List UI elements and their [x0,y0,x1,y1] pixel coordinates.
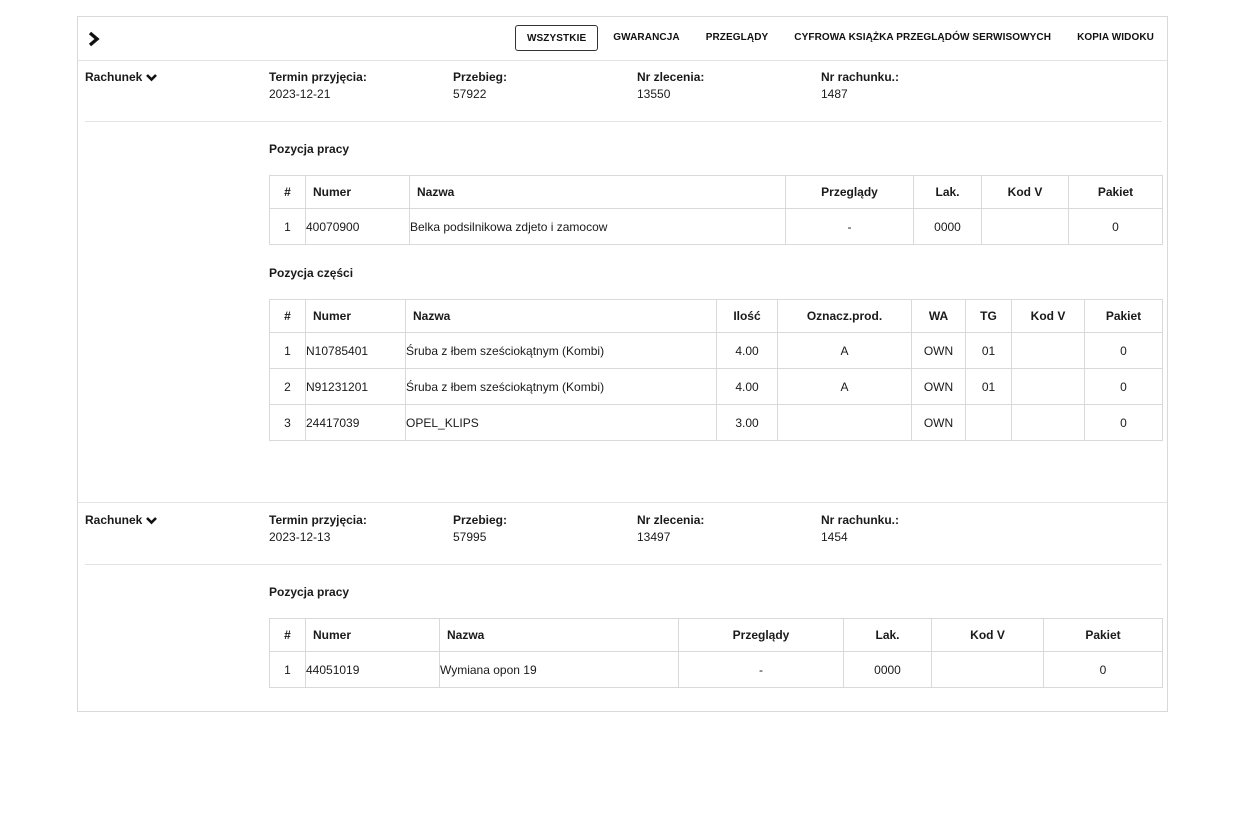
col-number: Numer [306,619,440,652]
col-wa: WA [912,300,966,333]
table-row: 3 24417039 OPEL_KLIPS 3.00 OWN 0 [270,405,1163,441]
col-index: # [270,176,306,209]
invoice-header [78,60,1167,122]
col-number: Numer [306,300,406,333]
col-paint: Lak. [914,176,982,209]
col-index: # [270,619,306,652]
col-index: # [270,300,306,333]
invoice-toggle[interactable] [85,70,157,84]
chevron-down-icon [146,516,157,525]
work-items-table [269,618,1163,688]
work-items-title: Pozycja pracy [269,142,350,156]
table-header-row [270,300,1163,333]
col-name: Nazwa [410,176,786,209]
chevron-right-icon[interactable] [87,31,101,47]
col-paint: Lak. [844,619,932,652]
parts-items-title: Pozycja części [269,266,354,280]
col-tg: TG [966,300,1012,333]
service-history-panel [77,16,1168,712]
invoice-label: Rachunek [85,70,143,84]
col-package: Pakiet [1044,619,1163,652]
col-package: Pakiet [1069,176,1163,209]
tab-digital-service-book[interactable]: CYFROWA KSIĄŻKA PRZEGLĄDÓW SERWISOWYCH [794,32,1052,43]
col-inspections: Przeglądy [786,176,914,209]
tab-all[interactable]: WSZYSTKIE [515,25,598,51]
invoice-label: Rachunek [85,513,143,527]
table-header-row [270,619,1163,652]
field-invoice-number: Nr rachunku.: 1487 [821,70,900,101]
col-name: Nazwa [440,619,679,652]
col-name: Nazwa [406,300,717,333]
field-mileage: Przebieg: 57922 [453,70,508,101]
table-row: 2 N91231201 Śruba z łbem sześciokątnym (Kombi) 4.00 A OWN 01 0 [270,369,1163,405]
work-items-table [269,175,1163,245]
invoice-header [78,503,1167,565]
field-mileage: Przebieg: 57995 [453,513,508,544]
field-acceptance-date: Termin przyjęcia: 2023-12-21 [269,70,367,101]
field-order-number: Nr zlecenia: 13497 [637,513,705,544]
col-number: Numer [306,176,410,209]
col-code-v: Kod V [932,619,1044,652]
chevron-down-icon [146,73,157,82]
invoice-toggle[interactable] [85,513,157,527]
parts-items-table [269,299,1163,441]
col-code-v: Kod V [1012,300,1085,333]
col-quantity: Ilość [717,300,778,333]
field-invoice-number: Nr rachunku.: 1454 [821,513,900,544]
col-package: Pakiet [1085,300,1163,333]
field-order-number: Nr zlecenia: 13550 [637,70,705,101]
work-items-title: Pozycja pracy [269,585,350,599]
tab-copy-view[interactable]: KOPIA WIDOKU [1077,32,1154,43]
toolbar [78,17,1167,61]
view-tabs [515,25,1167,51]
col-code-v: Kod V [982,176,1069,209]
table-header-row [270,176,1163,209]
divider [85,564,1162,565]
tab-inspections[interactable]: PRZEGLĄDY [705,32,769,43]
tab-warranty[interactable]: GWARANCJA [613,32,680,43]
col-inspections: Przeglądy [679,619,844,652]
field-acceptance-date: Termin przyjęcia: 2023-12-13 [269,513,367,544]
table-row: 1 44051019 Wymiana opon 19 - 0000 0 [270,652,1163,688]
table-row: 1 40070900 Belka podsilnikowa zdjeto i zamocow - 0000 0 [270,209,1163,245]
divider [85,121,1162,122]
table-row: 1 N10785401 Śruba z łbem sześciokątnym (Kombi) 4.00 A OWN 01 0 [270,333,1163,369]
col-product-mark: Oznacz.prod. [778,300,912,333]
